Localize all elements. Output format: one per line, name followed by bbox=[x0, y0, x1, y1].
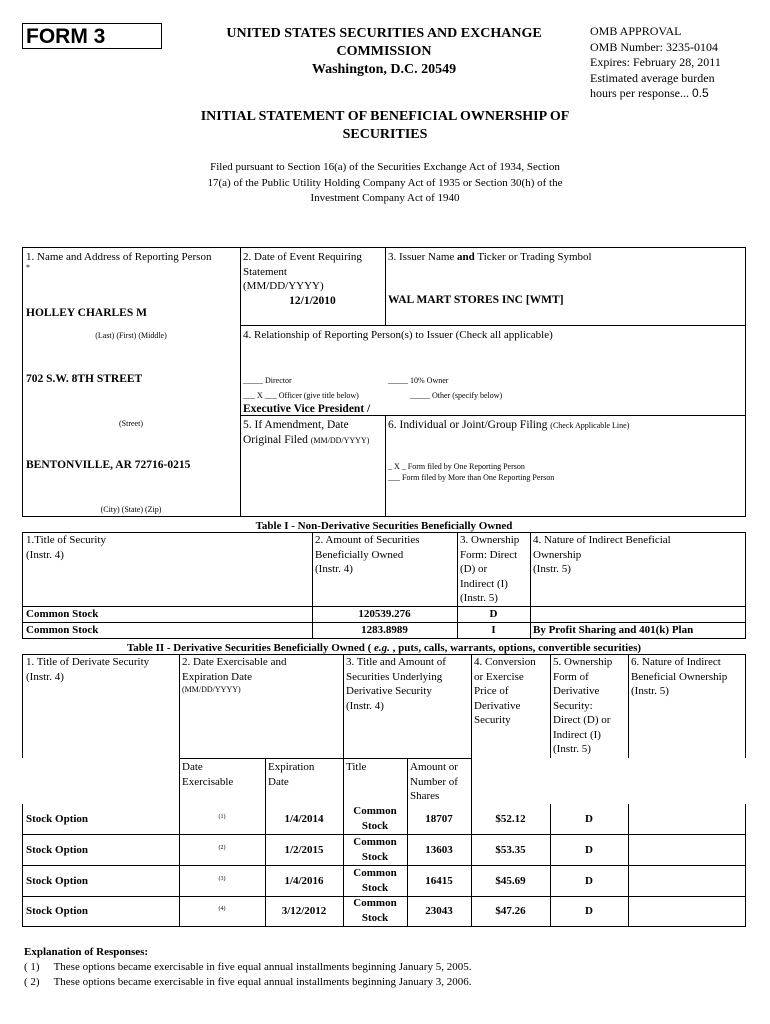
t2-sub-amt-line-1: Amount or bbox=[410, 761, 458, 773]
t2-underlying-amount: 13603 bbox=[425, 844, 453, 856]
t2-expiration-date: 1/4/2016 bbox=[284, 875, 324, 887]
city-caption: (City) (State) (Zip) bbox=[100, 505, 162, 514]
t2-col1-line-2: (Instr. 4) bbox=[26, 670, 64, 683]
t2-underlying-amount: 16415 bbox=[425, 875, 453, 887]
t2-underlying-line-2: Stock bbox=[361, 820, 389, 832]
box5-line-1: 5. If Amendment, Date bbox=[243, 419, 349, 431]
t1-col3-line-1: 3. Ownership bbox=[460, 534, 520, 546]
t2-date-exercisable-footnote: (1) bbox=[218, 814, 226, 820]
t1-amount: 1283.8989 bbox=[361, 624, 408, 636]
grid-line bbox=[22, 804, 23, 926]
omb-line-2: OMB Number: 3235-0104 bbox=[590, 39, 718, 54]
footnote-2-number: ( 2) bbox=[24, 976, 40, 988]
t2-underlying-line-1: Common bbox=[353, 867, 397, 879]
t1-col2-line-1: 2. Amount of Securities bbox=[315, 534, 420, 546]
street-caption: (Street) bbox=[119, 419, 143, 428]
table2-title-a: Table II - Derivative Securities Beneficially Owned ( bbox=[126, 642, 372, 654]
box2-line-3: (MM/DD/YYYY) bbox=[243, 280, 324, 292]
form-label: FORM 3 bbox=[22, 23, 162, 49]
t1-col2-line-2: Beneficially Owned bbox=[315, 548, 404, 561]
agency-line-1: UNITED STATES SECURITIES AND EXCHANGE bbox=[226, 26, 542, 41]
rel-other: _____ Other (specify below) bbox=[410, 391, 503, 400]
box6-label-text: 6. Individual or Joint/Group Filing bbox=[388, 419, 548, 431]
grid-line bbox=[22, 926, 746, 927]
t2-underlying-line-1: Common bbox=[353, 836, 397, 848]
t1-ownership-form: I bbox=[491, 624, 496, 636]
grid-line bbox=[745, 532, 746, 638]
t2-col4-line-3: Price of bbox=[474, 685, 509, 697]
t2-exercise-price: $53.35 bbox=[495, 844, 526, 856]
box2-line-2: Statement bbox=[243, 265, 287, 278]
t2-col5-line-6: Indirect (I) bbox=[553, 728, 601, 741]
t2-col6-line-1: 6. Nature of Indirect bbox=[631, 656, 721, 668]
t2-underlying-line-2: Stock bbox=[361, 912, 389, 924]
omb-line-3: Expires: February 28, 2011 bbox=[590, 55, 721, 69]
grid-line bbox=[530, 532, 531, 638]
t2-col5-line-3: Derivative bbox=[553, 685, 600, 697]
t2-sub-amount bbox=[410, 760, 458, 804]
t2-exercise-price: $45.69 bbox=[495, 875, 526, 887]
box6-small: (Check Applicable Line) bbox=[550, 421, 630, 430]
grid-line bbox=[745, 654, 746, 758]
t2-sub-amt-line-2: Number of bbox=[410, 775, 458, 788]
grid-line bbox=[407, 758, 408, 926]
t2-col5-line-4: Security: bbox=[553, 699, 593, 712]
omb-line-4: Estimated average burden bbox=[590, 70, 715, 85]
table2-title-b: , puts, calls, warrants, options, convertible securities) bbox=[392, 642, 642, 654]
t2-col4-line-4: Derivative bbox=[474, 699, 521, 712]
t2-col4-header bbox=[474, 655, 536, 728]
filing-one-person: _ X _ Form filed by One Reporting Person bbox=[388, 462, 525, 471]
filing-multiple: ___ Form filed by More than One Reporting Person bbox=[388, 473, 555, 482]
t2-ownership-form: D bbox=[585, 875, 593, 887]
omb-burden-value: 0.5 bbox=[691, 86, 709, 100]
t2-sub-exp-line-1: Expiration bbox=[268, 761, 315, 773]
box5-small: (MM/DD/YYYY) bbox=[310, 435, 370, 445]
t2-sub-amt-line-3: Shares bbox=[410, 790, 440, 802]
grid-line bbox=[628, 804, 629, 926]
name-caption: (Last) (First) (Middle) bbox=[95, 331, 167, 340]
box5-label bbox=[243, 418, 369, 448]
t2-col2-small: (MM/DD/YYYY) bbox=[182, 685, 241, 694]
t2-sub-expiration bbox=[268, 760, 314, 789]
grid-line bbox=[22, 532, 23, 638]
t1-col3-line-5: (Instr. 5) bbox=[460, 592, 498, 604]
t1-col3-header bbox=[460, 533, 519, 606]
t2-col6-line-2: Beneficial Ownership bbox=[631, 670, 728, 683]
omb-approval bbox=[590, 24, 765, 102]
t1-security-title: Common Stock bbox=[26, 624, 99, 636]
t2-col6-header bbox=[631, 655, 727, 699]
grid-line bbox=[745, 247, 746, 516]
event-date: 12/1/2010 bbox=[289, 295, 336, 307]
rel-ten-percent: _____ 10% Owner bbox=[388, 376, 449, 385]
t2-derivative-title: Stock Option bbox=[26, 905, 89, 917]
t1-nature: By Profit Sharing and 401(k) Plan bbox=[533, 624, 694, 636]
table1-title: Table I - Non-Derivative Securities Beneficially Owned bbox=[255, 520, 513, 532]
reporting-city: BENTONVILLE, AR 72716-0215 bbox=[26, 459, 191, 471]
grid-line bbox=[240, 247, 241, 516]
box3-label-b: Ticker or Trading Symbol bbox=[477, 251, 592, 263]
t2-col3-line-1: 3. Title and Amount of bbox=[346, 656, 446, 668]
box1-label bbox=[26, 250, 238, 265]
t2-col5-line-7: (Instr. 5) bbox=[553, 743, 591, 755]
t2-underlying-line-1: Common bbox=[353, 897, 397, 909]
t2-col2-header bbox=[182, 655, 286, 695]
t1-col1-header bbox=[26, 533, 106, 562]
t2-underlying-amount: 18707 bbox=[425, 813, 453, 825]
grid-line bbox=[22, 516, 746, 517]
t2-underlying-line-1: Common bbox=[353, 805, 397, 817]
omb-burden-label: hours per response... bbox=[590, 86, 689, 100]
t1-col4-line-3: (Instr. 5) bbox=[533, 563, 571, 575]
t2-col5-line-2: Form of bbox=[553, 670, 589, 683]
document-title bbox=[160, 108, 610, 144]
t2-col2-line-1: 2. Date Exercisable and bbox=[182, 656, 287, 668]
t2-col4-line-2: or Exercise bbox=[474, 670, 524, 683]
t2-sub-title: Title bbox=[346, 761, 367, 773]
reporting-street: 702 S.W. 8TH STREET bbox=[26, 373, 143, 385]
box5-line-2 bbox=[243, 433, 369, 449]
rel-director: _____ Director bbox=[243, 376, 292, 385]
t2-derivative-title: Stock Option bbox=[26, 844, 89, 856]
t2-underlying-line-2: Stock bbox=[361, 851, 389, 863]
grid-line bbox=[265, 758, 266, 926]
grid-line bbox=[550, 654, 551, 758]
t1-col4-line-2: Ownership bbox=[533, 548, 582, 561]
box2-line-1: 2. Date of Event Requiring bbox=[243, 251, 362, 263]
filed-line-1: Filed pursuant to Section 16(a) of the Securities Exchange Act of 1934, Section bbox=[210, 161, 560, 173]
footnote-2 bbox=[24, 975, 471, 990]
t2-col1-line-1: 1. Title of Derivate Security bbox=[26, 656, 150, 668]
footnote-2-text: These options became exercisable in five equal annual installments beginning January 3, 2006. bbox=[53, 976, 472, 988]
explanation-heading: Explanation of Responses: bbox=[24, 946, 149, 958]
t2-derivative-title: Stock Option bbox=[26, 875, 89, 887]
t2-ownership-form: D bbox=[585, 813, 593, 825]
footnote-1-text: These options became exercisable in five equal annual installments beginning January 5, 2005. bbox=[53, 961, 472, 973]
t1-col4-header bbox=[533, 533, 671, 577]
t1-col4-line-1: 4. Nature of Indirect Beneficial bbox=[533, 534, 671, 546]
t2-underlying-title bbox=[343, 804, 407, 834]
grid-line bbox=[385, 415, 386, 516]
table2-title-eg: e.g. bbox=[374, 642, 390, 654]
t2-col3-line-4: (Instr. 4) bbox=[346, 699, 384, 712]
t1-col3-line-4: Indirect (I) bbox=[460, 577, 508, 590]
grid-line bbox=[22, 638, 746, 639]
box3-label-and: and bbox=[457, 251, 475, 263]
t2-exercise-price: $52.12 bbox=[495, 813, 526, 825]
reporting-person-name: HOLLEY CHARLES M bbox=[26, 307, 147, 319]
t1-col1-line-1: 1.Title of Security bbox=[26, 534, 106, 546]
t2-col6-line-3: (Instr. 5) bbox=[631, 685, 669, 697]
title-line-2: SECURITIES bbox=[342, 127, 428, 142]
grid-line bbox=[628, 654, 629, 758]
omb-line-5 bbox=[590, 86, 765, 102]
filed-pursuant-text bbox=[170, 160, 600, 207]
grid-line bbox=[22, 247, 23, 516]
t1-col3-line-2: Form: Direct bbox=[460, 548, 518, 561]
box3-label-a: 3. Issuer Name bbox=[388, 251, 455, 263]
t2-expiration-date: 1/4/2014 bbox=[284, 813, 324, 825]
agency-line-2: COMMISSION bbox=[336, 44, 432, 59]
t2-ownership-form: D bbox=[585, 844, 593, 856]
t2-date-exercisable-footnote: (4) bbox=[218, 906, 226, 912]
t2-expiration-date: 3/12/2012 bbox=[281, 905, 327, 917]
t2-col5-line-1: 5. Ownership bbox=[553, 656, 613, 668]
t2-exercise-price: $47.26 bbox=[495, 905, 526, 917]
filed-line-3: Investment Company Act of 1940 bbox=[310, 192, 460, 204]
t2-underlying-title bbox=[343, 835, 407, 865]
omb-line-1: OMB APPROVAL bbox=[590, 24, 682, 38]
t2-col1-header bbox=[26, 655, 149, 684]
agency-line-3: Washington, D.C. 20549 bbox=[311, 62, 457, 77]
grid-line bbox=[179, 654, 180, 926]
t2-sub-date-ex-line-1: Date bbox=[182, 761, 203, 773]
grid-line bbox=[240, 325, 746, 326]
t2-sub-date-exercisable bbox=[182, 760, 233, 789]
box6-label bbox=[388, 418, 629, 434]
t2-underlying-amount: 23043 bbox=[425, 905, 453, 917]
grid-line bbox=[179, 758, 471, 759]
grid-line bbox=[385, 247, 386, 325]
grid-line bbox=[22, 247, 746, 248]
t1-security-title: Common Stock bbox=[26, 608, 99, 620]
rel-officer: ___ X ___ Officer (give title below) bbox=[243, 391, 359, 400]
title-line-1: INITIAL STATEMENT OF BENEFICIAL OWNERSHIP OF bbox=[200, 109, 570, 124]
t1-col2-line-3: (Instr. 4) bbox=[315, 563, 353, 575]
box5-line-2-text: Original Filed bbox=[243, 433, 308, 446]
t2-col3-line-3: Derivative Security bbox=[346, 685, 432, 697]
filed-line-2: 17(a) of the Public Utility Holding Company Act of 1935 or Section 30(h) of the bbox=[207, 176, 563, 189]
agency-name bbox=[200, 25, 568, 79]
t1-col3-line-3: (D) or bbox=[460, 563, 488, 575]
t2-underlying-title bbox=[343, 896, 407, 926]
grid-line bbox=[745, 804, 746, 926]
t2-sub-exp-line-2: Date bbox=[268, 775, 289, 788]
footnote-1 bbox=[24, 960, 471, 975]
t2-derivative-title: Stock Option bbox=[26, 813, 89, 825]
t1-amount: 120539.276 bbox=[358, 608, 411, 620]
box2-label bbox=[243, 250, 362, 294]
box1-label-text: 1. Name and Address of Reporting Person bbox=[26, 251, 212, 263]
t2-col5-line-5: Direct (D) or bbox=[553, 714, 611, 726]
issuer-name: WAL MART STORES INC [WMT] bbox=[388, 294, 564, 306]
t2-col5-header bbox=[553, 655, 612, 757]
grid-line bbox=[22, 654, 23, 758]
officer-title: Executive Vice President / bbox=[243, 403, 371, 415]
t2-col3-header bbox=[346, 655, 446, 713]
t2-col2-line-2: Expiration Date bbox=[182, 670, 252, 683]
t2-date-exercisable-footnote: (3) bbox=[218, 876, 226, 882]
box4-label: 4. Relationship of Reporting Person(s) to Issuer (Check all applicable) bbox=[243, 329, 553, 341]
footnote-1-number: ( 1) bbox=[24, 961, 40, 973]
t2-date-exercisable-footnote: (2) bbox=[218, 845, 226, 851]
t2-underlying-line-2: Stock bbox=[361, 882, 389, 894]
t1-col1-line-2: (Instr. 4) bbox=[26, 548, 64, 561]
t2-ownership-form: D bbox=[585, 905, 593, 917]
t2-col4-line-5: Security bbox=[474, 714, 511, 726]
t2-col3-line-2: Securities Underlying bbox=[346, 670, 443, 683]
t2-sub-date-ex-line-2: Exercisable bbox=[182, 775, 234, 788]
t2-col4-line-1: 4. Conversion bbox=[474, 656, 536, 668]
t2-underlying-title bbox=[343, 866, 407, 896]
t2-expiration-date: 1/2/2015 bbox=[284, 844, 324, 856]
t1-ownership-form: D bbox=[489, 608, 498, 620]
box3-label bbox=[388, 250, 592, 265]
t1-col2-header bbox=[315, 533, 420, 577]
box1-footnote-mark: * bbox=[26, 263, 30, 272]
